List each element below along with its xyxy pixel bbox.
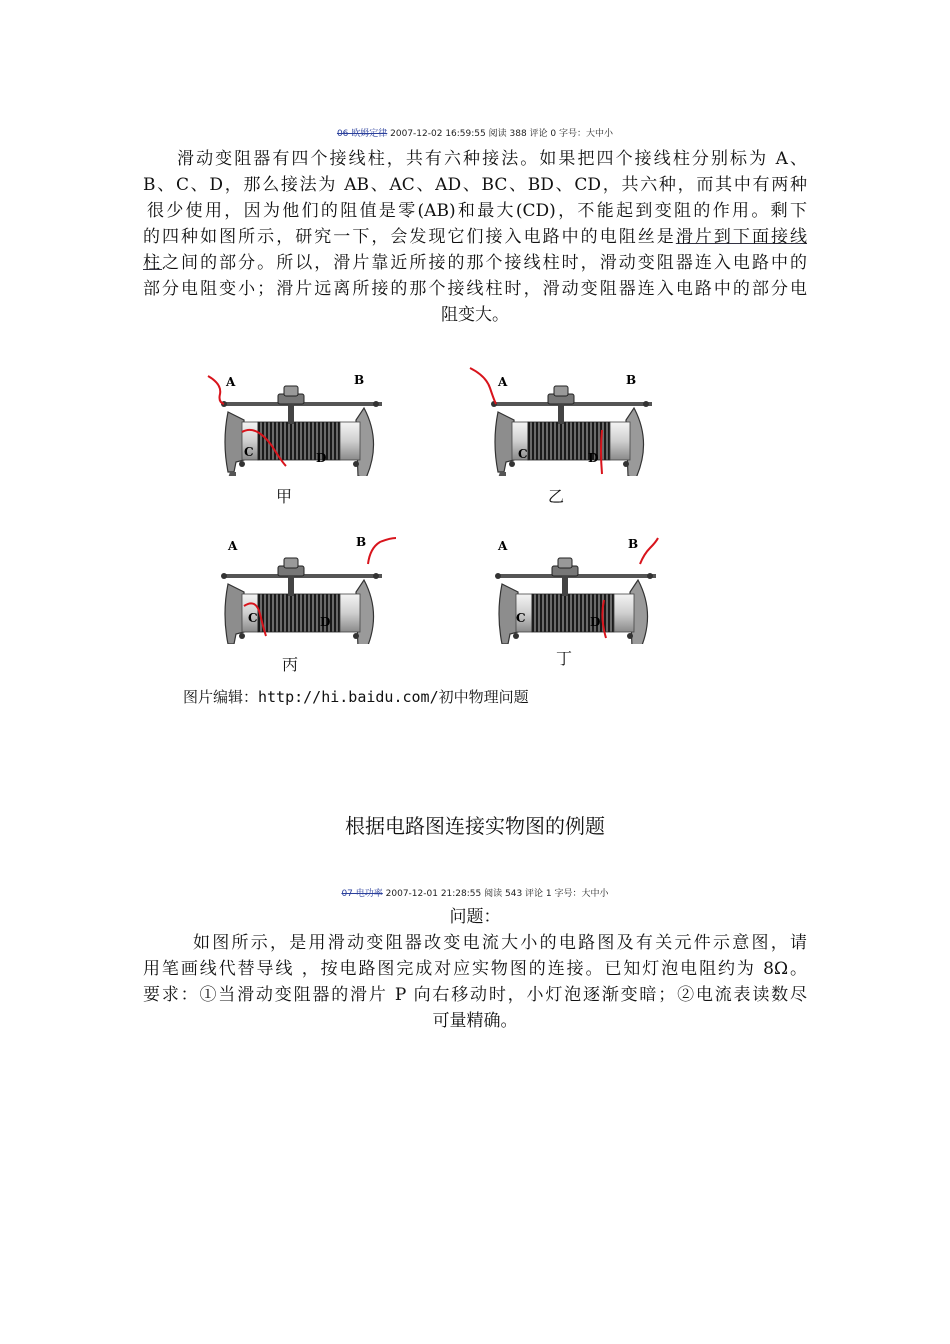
terminal-a-label: A bbox=[226, 375, 236, 389]
body-line: 阻变大。 bbox=[441, 305, 509, 325]
body-line: 部分电阻变小；滑片远离所接的那个接线柱时，滑动变阻器连入电路中的部分电 bbox=[143, 279, 807, 299]
body-line: 的四种如图所示，研究一下，会发现它们接入电路中的电阻丝是滑片到下面接线 bbox=[143, 227, 808, 247]
wire-d bbox=[601, 430, 602, 474]
category-link[interactable]: 07 电功率 bbox=[341, 889, 383, 899]
body-line: 用笔画线代替导线 ，按电路图完成对应实物图的连接。已知灯泡电阻约为 8Ω。 bbox=[143, 959, 807, 979]
terminal-c-label: C bbox=[244, 445, 254, 459]
body-line: 可量精确。 bbox=[432, 1011, 518, 1031]
question-heading: 问题： bbox=[449, 907, 501, 927]
terminal-c-label: C bbox=[516, 611, 526, 625]
rheostat-figure-bing bbox=[200, 534, 410, 644]
read-count: 阅读 388 bbox=[488, 129, 527, 139]
terminal-a-label: A bbox=[498, 539, 508, 553]
terminal-b-label: B bbox=[356, 535, 367, 549]
body-line: 很少使用，因为他们的阻值是零(AB)和最大(CD)，不能起到变阻的作用。剩下 bbox=[147, 201, 807, 221]
rheostat-figure-yi bbox=[466, 366, 666, 476]
wire-a bbox=[470, 368, 496, 404]
post-meta bbox=[0, 126, 950, 139]
post-meta bbox=[0, 886, 950, 899]
terminal-b-label: B bbox=[626, 373, 637, 387]
body-line: 如图所示，是用滑动变阻器改变电流大小的电路图及有关元件示意图，请 bbox=[193, 933, 807, 953]
figure-caption: 丙 bbox=[282, 655, 299, 674]
wire-b bbox=[368, 538, 396, 564]
image-credit: 图片编辑：http://hi.baidu.com/初中物理问题 bbox=[183, 688, 529, 706]
body-line: 柱之间的部分。所以，滑片靠近所接的那个接线柱时，滑动变阻器连入电路中的 bbox=[143, 253, 808, 273]
wire-b bbox=[640, 538, 658, 564]
category-link[interactable]: 06 欧姆定律 bbox=[336, 129, 388, 139]
terminal-d-label: D bbox=[320, 615, 331, 629]
terminal-d-label: D bbox=[590, 615, 601, 629]
comment-count[interactable]: 评论 1 bbox=[525, 889, 552, 899]
comment-count[interactable]: 评论 0 bbox=[529, 129, 557, 139]
post-date: 2007-12-01 21:28:55 bbox=[385, 889, 482, 899]
terminal-c-label: C bbox=[248, 611, 258, 625]
figure-caption: 甲 bbox=[276, 487, 293, 506]
terminal-d-label: D bbox=[588, 451, 599, 465]
font-size-control[interactable]: 字号：大中小 bbox=[554, 889, 609, 899]
body-line: 滑动变阻器有四个接线柱，共有六种接法。如果把四个接线柱分别标为 A、 bbox=[177, 149, 807, 169]
wire-a bbox=[208, 376, 224, 404]
read-count: 阅读 543 bbox=[484, 889, 523, 899]
terminal-d-label: D bbox=[316, 451, 327, 465]
terminal-c-label: C bbox=[518, 447, 528, 461]
font-size-control[interactable]: 字号：大中小 bbox=[559, 129, 614, 139]
rheostat-figure-ding bbox=[482, 534, 682, 644]
terminal-b-label: B bbox=[354, 373, 365, 387]
post2-body bbox=[143, 904, 807, 1034]
post1-body bbox=[143, 146, 807, 328]
terminal-a-label: A bbox=[498, 375, 508, 389]
post-date: 2007-12-02 16:59:55 bbox=[390, 129, 486, 139]
figure-caption: 丁 bbox=[556, 649, 573, 668]
highlight-link: 滑片到下面接线 bbox=[675, 227, 808, 247]
figure-caption: 乙 bbox=[548, 487, 565, 506]
rheostat-figure-jia bbox=[200, 366, 400, 476]
highlight-link-cont: 柱 bbox=[143, 253, 163, 273]
terminal-a-label: A bbox=[228, 539, 238, 553]
post2-title: 根据电路图连接实物图的例题 bbox=[345, 814, 605, 838]
body-line: B、C、D，那么接法为 AB、AC、AD、BC、BD、CD，共六种，而其中有两种 bbox=[143, 175, 807, 195]
terminal-b-label: B bbox=[628, 537, 639, 551]
body-line: 要求：①当滑动变阻器的滑片 P 向右移动时，小灯泡逐渐变暗；②电流表读数尽 bbox=[143, 985, 807, 1005]
